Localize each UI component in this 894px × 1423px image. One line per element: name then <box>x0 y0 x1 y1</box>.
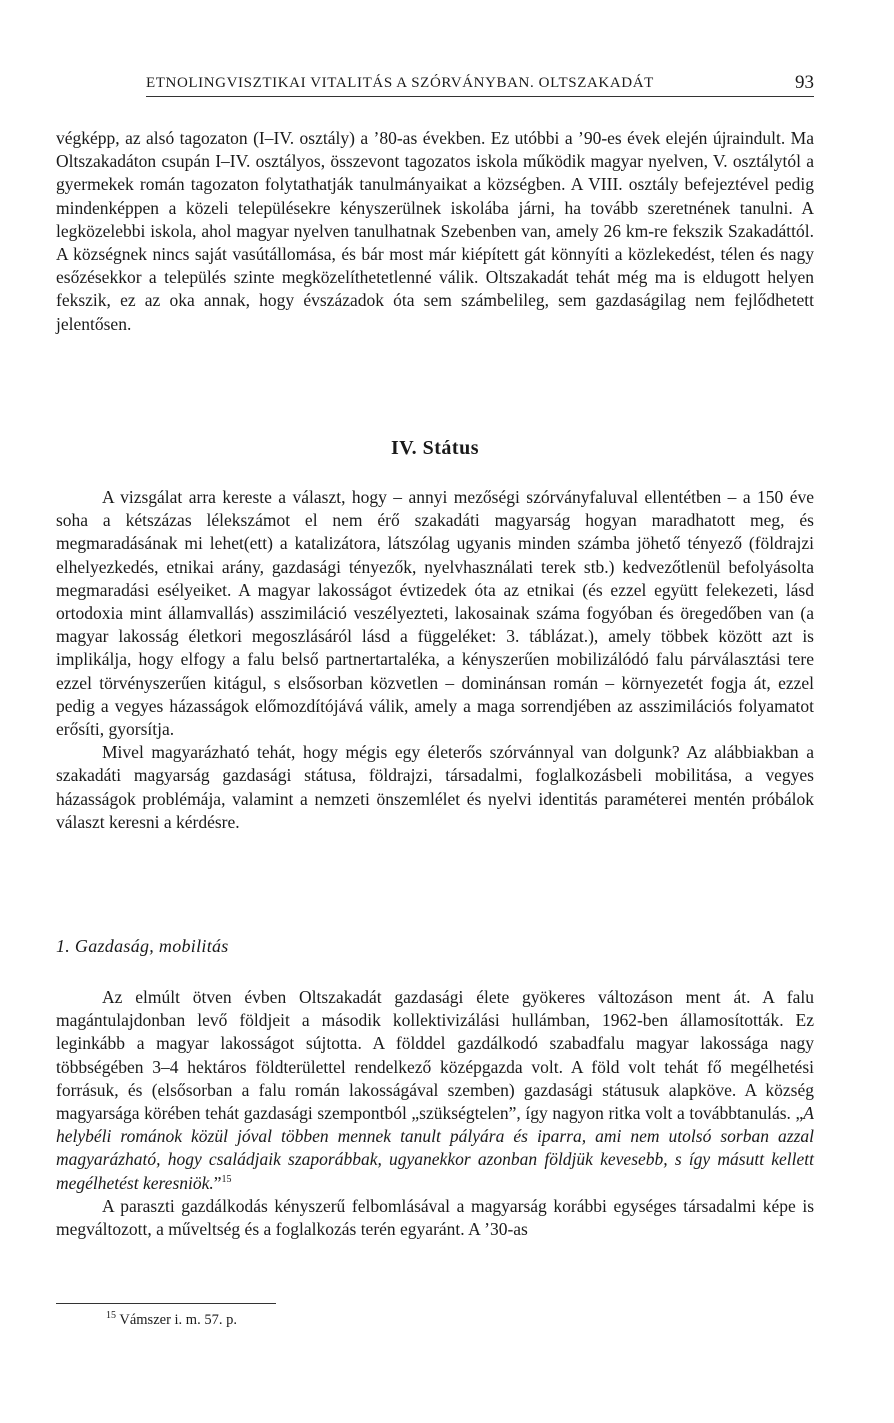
page-number: 93 <box>795 72 814 93</box>
quote-close: ” <box>213 1172 222 1193</box>
subsection-heading: 1. Gazdaság, mobilitás <box>56 936 229 956</box>
footnote-divider <box>56 1303 276 1304</box>
running-head-title: ETNOLINGVISZTIKAI VITALITÁS A SZÓRVÁNYBAN. OLTSZAKADÁT <box>146 75 654 91</box>
running-head <box>146 72 814 97</box>
subsection-text-block <box>56 986 814 1241</box>
subsection-paragraph-1-text: Az elmúlt ötven évben Oltszakadát gazdasági élete gyökeres változáson ment át. A falu magántulajdonban levő földjeit a második kollektivizálási hullámban, 1962-ben államosították. Ez leginkább a magyar lakosságot sújtotta. A földdel gazdálkodó szabadfalu magyar lakossága nagy többségében 3–4 hektáros földterülettel rendelkező középgazda volt. A föld volt tehát fő megélhetési forrásuk, és (elsősorban a falu román lakosságával szemben) gazdasági státusuk alapköve. A község magyarsága körében tehát gazdasági szempontból „szükségtelen”, így nagyon ritka volt a továbbtanulás. „ <box>56 987 814 1124</box>
section-heading: IV. Státus <box>391 437 479 459</box>
footnote-text: Vámszer i. m. 57. p. <box>116 1312 237 1328</box>
intro-paragraph: végképp, az alsó tagozaton (I–IV. osztály) a ’80-as években. Ez utóbbi a ’90-es évek elején újraindult. Ma Oltszakadáton csupán I–IV. osztályos, összevont tagozatos iskola működik magyar nyelven, V. osztálytól a gyermekek román tagozaton folytathatják tanulmányaikat a községben. A VIII. osztály befejeztével pedig mindenképpen a közeli településekre kényszerülnek iskolába járni, ha tovább szeretnének tanulni. A legközelebbi iskola, ahol magyar nyelven tanulhatnak Szebenben van, amely 26 km-re fekszik Szakadáttól. A községnek nincs saját vasútállomása, és bár most már kiépített gát könnyíti a közlekedést, télen és nagy esőzésekkor a település szinte megközelíthetetlenné válik. Oltszakadát tehát még ma is eldugott helyen fekszik, ez az oka annak, hogy évszázadok óta sem számbelileg, sem gazdaságilag nem fejlődhetett jelentősen. <box>56 128 814 334</box>
intro-text-block <box>56 127 814 336</box>
subsection-paragraph-1 <box>56 986 814 1195</box>
subsection-paragraph-2: A paraszti gazdálkodás kényszerű felbomlásával a magyarság korábbi egységes társadalmi képe is megváltozott, a műveltség és a foglalkozás terén egyaránt. A ’30-as <box>56 1195 814 1240</box>
section-paragraph-1: A vizsgálat arra kereste a választ, hogy – annyi mezőségi szórványfaluval ellentétben – a 150 éve soha a kétszázas lélekszámot el nem érő szakadáti magyarság hogyan maradhatott meg, és megmaradásának mi lehet(ett) a katalizátora, látszólag ugyanis minden számba jöhető tényező (földrajzi elhelyezkedés, etnikai arány, gazdasági tényezők, nyelvhasználati terek stb.) kedvezőtlenül befolyásolta megmaradási esélyeiket. A magyar lakosságot évtizedek óta az etnikai (és ezzel együtt felekezeti, lásd ortodoxia mint államvallás) asszimiláció veszélyezteti, lakosainak száma fogyóban és öregedőben van (a magyar lakosság életkori megoszlásáról lásd a függeléket: 3. táblázat.), amely többek között azt is implikálja, hogy elfogy a falu belső partnertartaléka, a kényszerűen mobilizálódó falu párválasztási tere ezzel törvényszerűen kitágul, s elsősorban közvetlen – dominánsan román – környezetét fogja át, ezzel pedig a vegyes házasságok előmozdítójává válik, amely a maga sorrendjében az asszimilációs folyamatot erősíti, gyorsítja. <box>56 487 814 740</box>
section-text-block <box>56 486 814 834</box>
section-paragraph-2: Mivel magyarázható tehát, hogy mégis egy életerős szórvánnyal van dolgunk? Az alábbiakban a szakadáti magyarság gazdasági státusa, földrajzi, társadalmi, foglalkozásbeli mobilitása, a vegyes házasságok problémája, valamint a nemzeti önszemlélet és nyelvi identitás paraméterei mentén próbálok választ keresni a kérdésre. <box>56 742 814 832</box>
footnote-reference[interactable]: 15 <box>221 1173 232 1185</box>
footnote-number: 15 <box>106 1310 116 1322</box>
quoted-source-text: A helybéli románok közül jóval többen mennek tanult pályára és iparra, ami nem utolsó sorban azzal magyarázható, hogy családjaik szaporábbak, ugyanekkor azonban földjük kevesebb, s így másutt kellett megélhetést keresniök. <box>56 1103 814 1193</box>
footnote <box>106 1312 237 1329</box>
